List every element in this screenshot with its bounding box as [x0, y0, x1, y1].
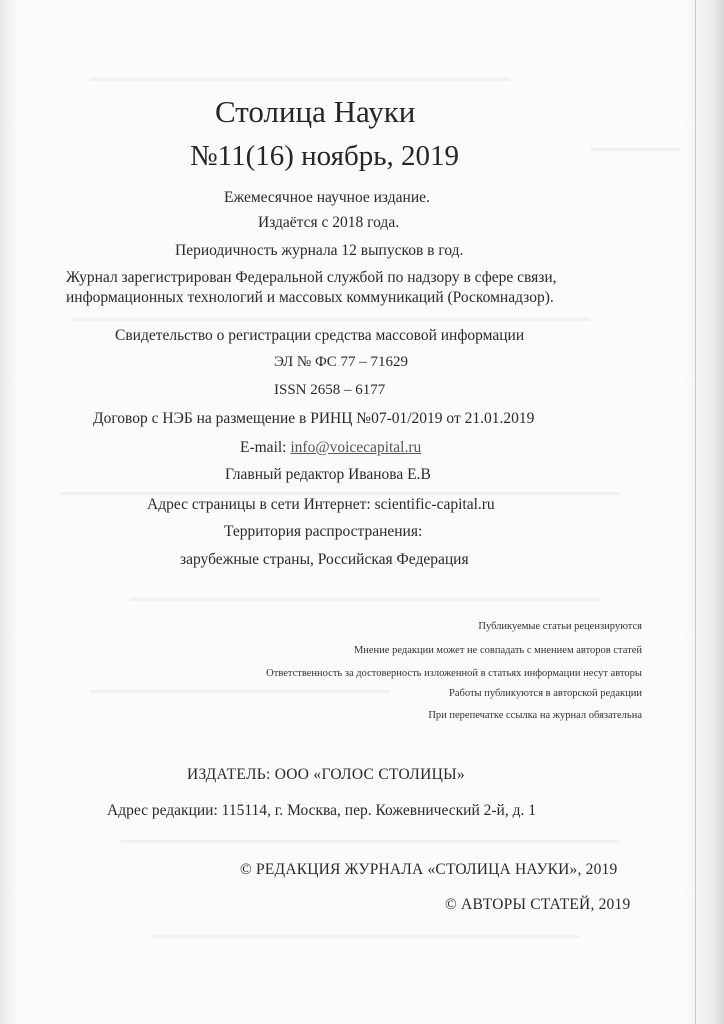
email-label: E-mail:	[240, 439, 287, 456]
publisher: ИЗДАТЕЛЬ: ООО «ГОЛОС СТОЛИЦЫ»	[187, 766, 465, 783]
published-since-text: Издаётся с 2018 года.	[258, 214, 400, 231]
copyright-authors: © АВТОРЫ СТАТЕЙ, 2019	[445, 896, 631, 913]
show-through-line	[60, 492, 620, 495]
editorial-address: Адрес редакции: 115114, г. Москва, пер. Кожевнический 2-й, д. 1	[107, 802, 536, 819]
note-opinion: Мнение редакции может не совпадать с мнением авторов статей	[353, 645, 642, 656]
page-binding-edge	[695, 0, 696, 1024]
email-link[interactable]: info@voicecapital.ru	[290, 439, 422, 456]
show-through-line	[130, 598, 600, 601]
registration-text-line2: информационных технологий и массовых коммуникаций (Роскомнадзор).	[66, 289, 554, 306]
copyright-journal: © РЕДАКЦИЯ ЖУРНАЛА «СТОЛИЦА НАУКИ», 2019	[240, 861, 618, 878]
monthly-edition-text: Ежемесячное научное издание.	[224, 189, 430, 206]
note-responsibility: Ответственность за достоверность изложенной в статьях информации несут авторы	[266, 668, 642, 679]
email-line	[240, 440, 421, 456]
issn: ISSN 2658 – 6177	[274, 382, 386, 398]
show-through-line	[590, 148, 680, 151]
page-left-shadow	[0, 0, 18, 1024]
periodicity-text: Периодичность журнала 12 выпусков в год.	[175, 242, 464, 259]
show-through-line	[120, 840, 620, 843]
neb-contract: Договор с НЭБ на размещение в РИНЦ №07-01/2019 от 21.01.2019	[93, 410, 535, 427]
el-number: ЭЛ № ФС 77 – 71629	[274, 354, 409, 370]
registration-text-line1: Журнал зарегистрирован Федеральной службой по надзору в сфере связи,	[66, 269, 557, 286]
note-author-edition: Работы публикуются в авторской редакции	[449, 688, 642, 699]
note-reprint: При перепечатке ссылка на журнал обязательна	[428, 710, 642, 721]
distribution-label: Территория распространения:	[224, 523, 423, 540]
note-reviewed: Публикуемые статьи рецензируются	[478, 621, 642, 632]
show-through-line	[90, 78, 510, 81]
show-through-line	[90, 690, 390, 693]
website-text: Адрес страницы в сети Интернет: scientific-capital.ru	[147, 496, 495, 513]
chief-editor: Главный редактор Иванова Е.В	[225, 466, 431, 483]
journal-title: Столица Науки	[215, 94, 416, 129]
show-through-line	[150, 935, 580, 938]
distribution-territory: зарубежные страны, Российская Федерация	[180, 551, 469, 568]
show-through-line	[70, 318, 590, 321]
page-right-shadow	[684, 0, 724, 1024]
certificate-text: Свидетельство о регистрации средства массовой информации	[115, 327, 525, 344]
issue-number: №11(16) ноябрь, 2019	[190, 140, 459, 172]
